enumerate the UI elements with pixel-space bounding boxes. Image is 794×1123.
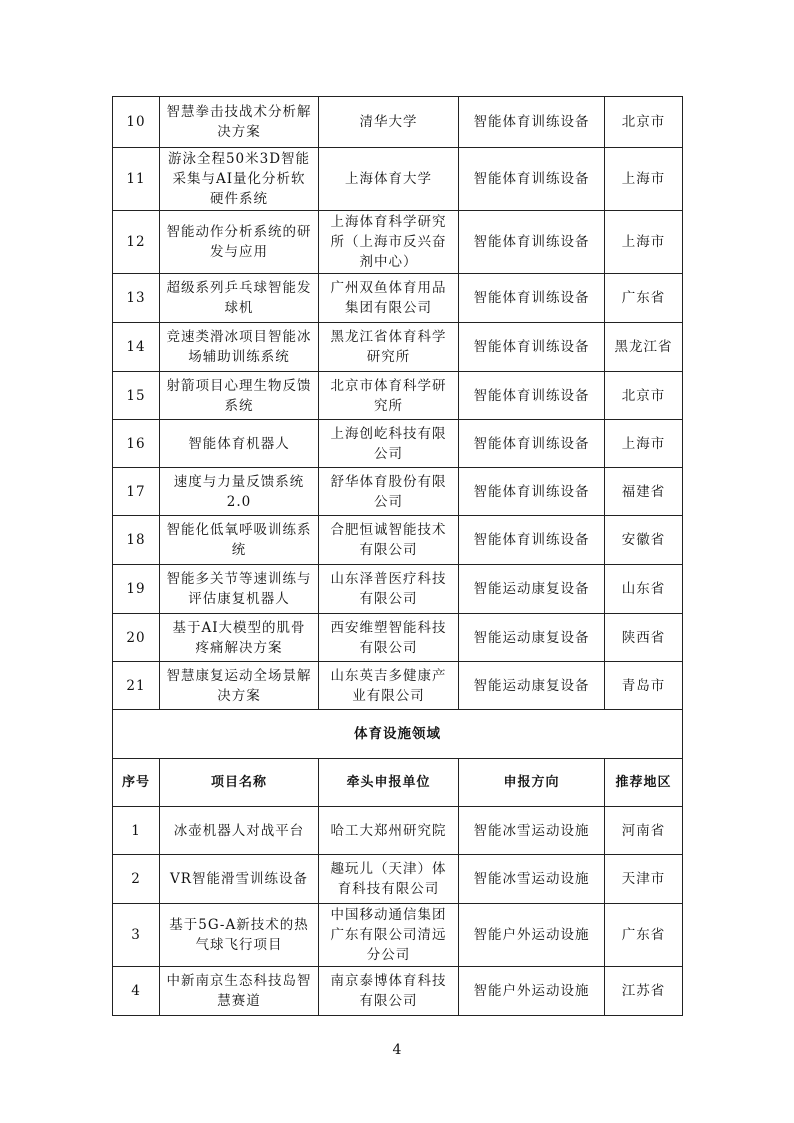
table-row	[113, 967, 683, 1016]
recommended-region: 陕西省	[605, 614, 683, 662]
row-number: 15	[113, 372, 160, 420]
project-name: 智能动作分析系统的研发与应用	[160, 211, 319, 274]
project-name: 智能体育机器人	[160, 420, 319, 468]
table-row	[113, 614, 683, 662]
application-direction: 智能体育训练设备	[459, 148, 605, 211]
lead-organization: 中国移动通信集团广东有限公司清远分公司	[319, 904, 459, 967]
table-row	[113, 807, 683, 855]
project-name: 智能化低氧呼吸训练系统	[160, 516, 319, 565]
lead-organization: 北京市体育科学研究所	[319, 372, 459, 420]
project-name: 中新南京生态科技岛智慧赛道	[160, 967, 319, 1016]
application-direction: 智能冰雪运动设施	[459, 855, 605, 904]
row-number: 14	[113, 323, 160, 372]
row-number: 12	[113, 211, 160, 274]
recommended-region: 山东省	[605, 565, 683, 614]
table-row	[113, 904, 683, 967]
table-row	[113, 565, 683, 614]
lead-organization: 上海体育科学研究所（上海市反兴奋剂中心）	[319, 211, 459, 274]
application-direction: 智能冰雪运动设施	[459, 807, 605, 855]
row-number: 4	[113, 967, 160, 1016]
recommended-region: 青岛市	[605, 662, 683, 710]
project-name: 超级系列乒乓球智能发球机	[160, 274, 319, 323]
row-number: 3	[113, 904, 160, 967]
table-row	[113, 211, 683, 274]
lead-organization: 南京泰博体育科技有限公司	[319, 967, 459, 1016]
application-direction: 智能体育训练设备	[459, 420, 605, 468]
recommended-region: 福建省	[605, 468, 683, 516]
application-direction: 智能运动康复设备	[459, 662, 605, 710]
recommended-region: 安徽省	[605, 516, 683, 565]
project-name: VR智能滑雪训练设备	[160, 855, 319, 904]
row-number: 10	[113, 97, 160, 148]
row-number: 11	[113, 148, 160, 211]
project-name: 智能多关节等速训练与评估康复机器人	[160, 565, 319, 614]
application-direction: 智能户外运动设施	[459, 967, 605, 1016]
recommended-region: 天津市	[605, 855, 683, 904]
table-row	[113, 274, 683, 323]
row-number: 20	[113, 614, 160, 662]
row-number: 19	[113, 565, 160, 614]
table-header-row	[113, 759, 683, 807]
recommended-region: 上海市	[605, 420, 683, 468]
recommended-region: 北京市	[605, 97, 683, 148]
lead-organization: 西安维塑智能科技有限公司	[319, 614, 459, 662]
project-name: 基于5G-A新技术的热气球飞行项目	[160, 904, 319, 967]
lead-organization: 趣玩儿（天津）体育科技有限公司	[319, 855, 459, 904]
application-direction: 智能体育训练设备	[459, 468, 605, 516]
row-number: 21	[113, 662, 160, 710]
header-lead-organization: 牵头申报单位	[319, 759, 459, 807]
lead-organization: 广州双鱼体育用品集团有限公司	[319, 274, 459, 323]
recommended-region: 黑龙江省	[605, 323, 683, 372]
project-name: 射箭项目心理生物反馈系统	[160, 372, 319, 420]
project-name: 游泳全程50米3D智能采集与AI量化分析软硬件系统	[160, 148, 319, 211]
application-direction: 智能体育训练设备	[459, 274, 605, 323]
lead-organization: 山东英吉多健康产业有限公司	[319, 662, 459, 710]
lead-organization: 山东泽普医疗科技有限公司	[319, 565, 459, 614]
project-name: 速度与力量反馈系统2.0	[160, 468, 319, 516]
row-number: 16	[113, 420, 160, 468]
page-number: 4	[392, 1042, 402, 1058]
application-direction: 智能体育训练设备	[459, 97, 605, 148]
lead-organization: 舒华体育股份有限公司	[319, 468, 459, 516]
row-number: 13	[113, 274, 160, 323]
application-direction: 智能体育训练设备	[459, 211, 605, 274]
project-name: 智慧拳击技战术分析解决方案	[160, 97, 319, 148]
application-direction: 智能运动康复设备	[459, 565, 605, 614]
table-row	[113, 148, 683, 211]
header-recommended-region: 推荐地区	[605, 759, 683, 807]
row-number: 1	[113, 807, 160, 855]
table-row	[113, 323, 683, 372]
project-table	[112, 96, 683, 1016]
table-row	[113, 97, 683, 148]
table-row	[113, 516, 683, 565]
recommended-region: 上海市	[605, 211, 683, 274]
application-direction: 智能户外运动设施	[459, 904, 605, 967]
application-direction: 智能体育训练设备	[459, 323, 605, 372]
table-row	[113, 372, 683, 420]
project-name: 竞速类滑冰项目智能冰场辅助训练系统	[160, 323, 319, 372]
section-heading-row	[113, 710, 683, 759]
recommended-region: 广东省	[605, 274, 683, 323]
table-row	[113, 662, 683, 710]
recommended-region: 广东省	[605, 904, 683, 967]
application-direction: 智能体育训练设备	[459, 516, 605, 565]
recommended-region: 北京市	[605, 372, 683, 420]
table-row	[113, 468, 683, 516]
lead-organization: 黑龙江省体育科学研究所	[319, 323, 459, 372]
row-number: 17	[113, 468, 160, 516]
row-number: 18	[113, 516, 160, 565]
project-name: 智慧康复运动全场景解决方案	[160, 662, 319, 710]
section-title: 体育设施领域	[113, 710, 683, 759]
application-direction: 智能运动康复设备	[459, 614, 605, 662]
lead-organization: 清华大学	[319, 97, 459, 148]
table-row	[113, 855, 683, 904]
lead-organization: 上海创屹科技有限公司	[319, 420, 459, 468]
recommended-region: 上海市	[605, 148, 683, 211]
application-direction: 智能体育训练设备	[459, 372, 605, 420]
table-row	[113, 420, 683, 468]
lead-organization: 上海体育大学	[319, 148, 459, 211]
header-project-name: 项目名称	[160, 759, 319, 807]
recommended-region: 河南省	[605, 807, 683, 855]
project-name: 冰壶机器人对战平台	[160, 807, 319, 855]
lead-organization: 合肥恒诚智能技术有限公司	[319, 516, 459, 565]
recommended-region: 江苏省	[605, 967, 683, 1016]
row-number: 2	[113, 855, 160, 904]
header-number: 序号	[113, 759, 160, 807]
header-application-direction: 申报方向	[459, 759, 605, 807]
project-name: 基于AI大模型的肌骨疼痛解决方案	[160, 614, 319, 662]
lead-organization: 哈工大郑州研究院	[319, 807, 459, 855]
